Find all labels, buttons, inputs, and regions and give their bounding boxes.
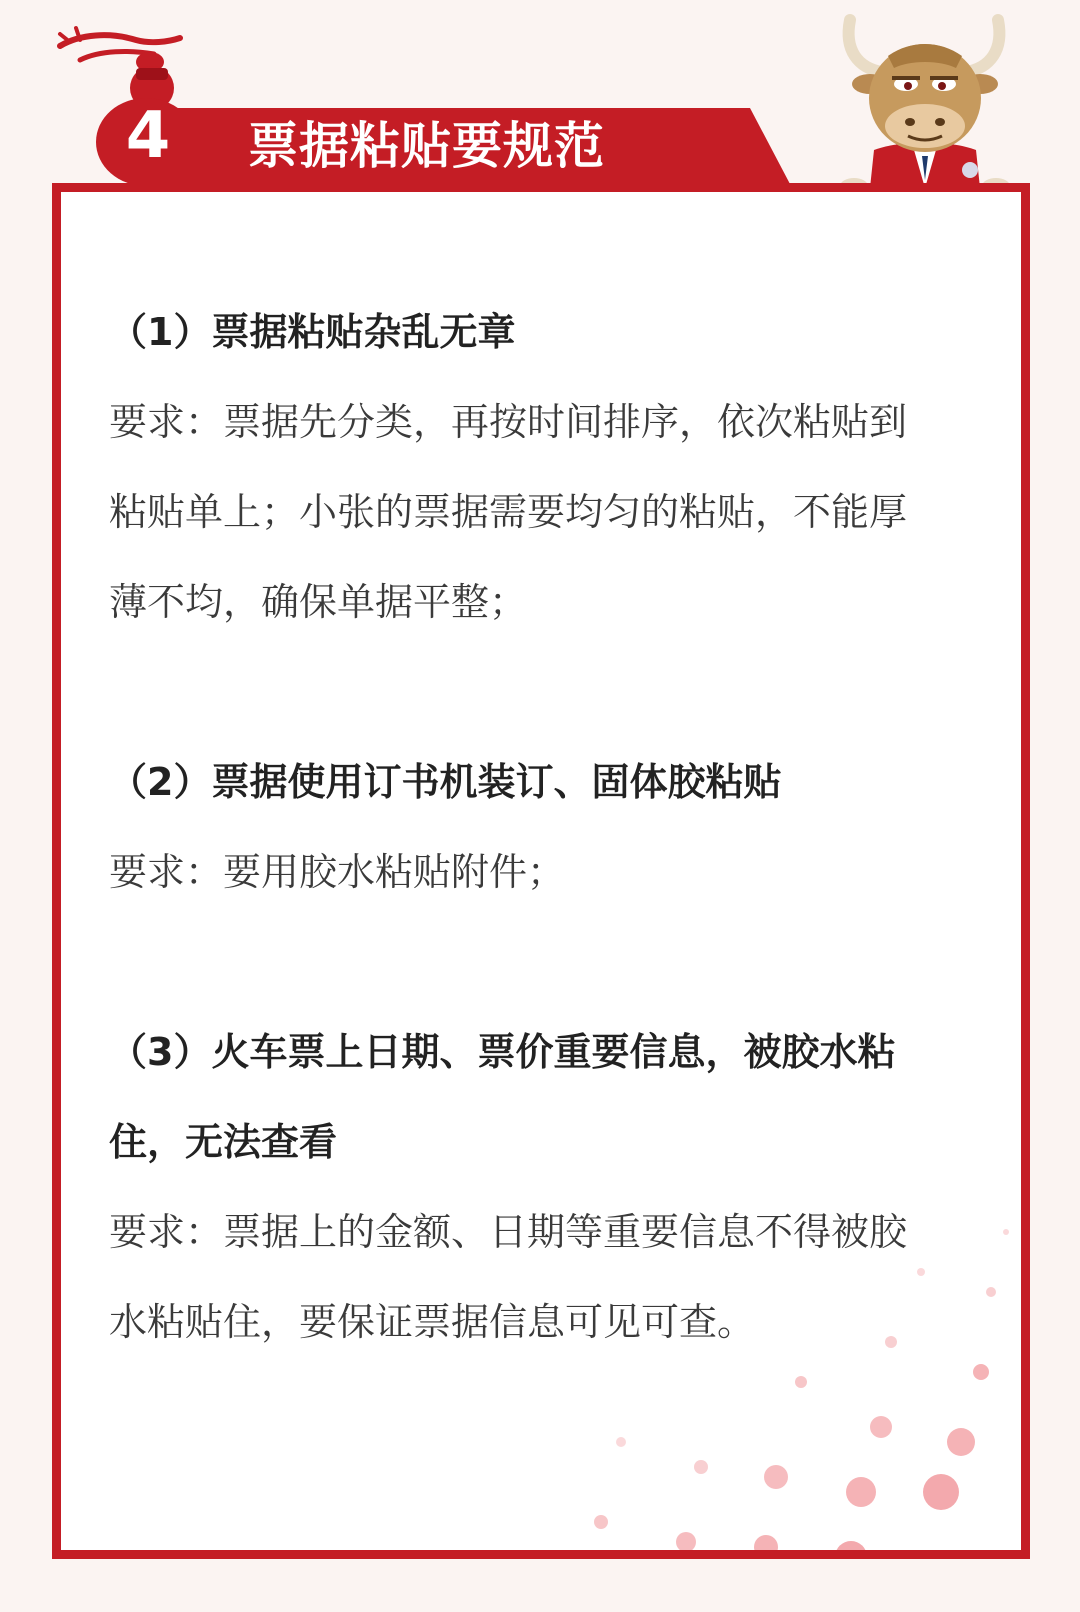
item-body-line: 水粘贴住，要保证票据信息可见可查。 [109, 1300, 756, 1344]
spacer [109, 917, 989, 1007]
item-body-line: 要求：票据先分类，再按时间排序，依次粘贴到 [109, 400, 908, 444]
item-body-line: 要求：要用胶水粘贴附件； [109, 850, 566, 894]
item-heading-1: （1）票据粘贴杂乱无章 [109, 310, 516, 354]
content-card [52, 183, 1030, 1559]
item-heading-2: （2）票据使用订书机装订、固体胶粘贴 [109, 760, 782, 804]
item-body-line: 粘贴单上；小张的票据需要均匀的粘贴，不能厚 [109, 490, 908, 534]
page-title: 票据粘贴要规范 [248, 117, 605, 175]
spacer [109, 647, 989, 737]
item-heading-3-continued: 住，无法查看 [109, 1120, 338, 1164]
item-body-line: 要求：票据上的金额、日期等重要信息不得被胶 [109, 1210, 908, 1254]
item-heading-3: （3）火车票上日期、票价重要信息，被胶水粘 [109, 1030, 896, 1074]
item-body-line: 薄不均，确保单据平整； [109, 580, 528, 624]
bull-mascot-icon [830, 10, 1020, 200]
content [109, 287, 989, 1367]
section-number: 4 [125, 99, 171, 173]
